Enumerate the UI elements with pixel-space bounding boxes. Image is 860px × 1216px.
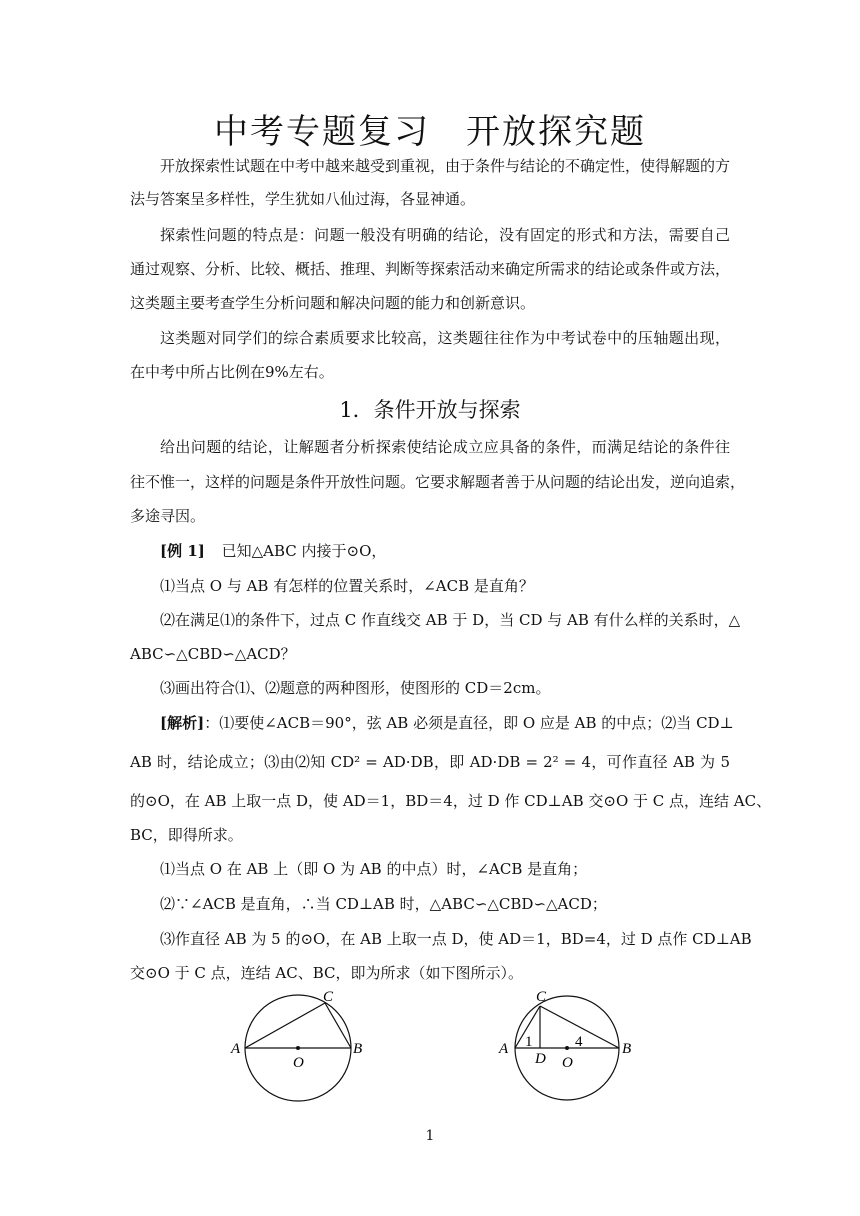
analysis-line1 (160, 713, 734, 733)
analysis-text-1: ：⑴要使∠ACB＝90°，弦 AB 必须是直径，即 O 应是 AB 的中点；⑵当 CD⊥ (204, 714, 734, 732)
example1-q2-line2: ABC∽△CBD∽△ACD？ (130, 645, 296, 663)
fig2-label-d: D (535, 1051, 546, 1067)
fig2-label-c: C (536, 989, 547, 1005)
page-number: 1 (425, 1128, 435, 1144)
intro-p2-line2: 通过观察、分析、比较、概括、推理、判断等探索活动来确定所需求的结论或条件或方法， (130, 260, 731, 278)
answer-3-line2: 交⊙O 于 C 点，连结 AC、BC，即为所求（如下图所示）。 (130, 964, 524, 982)
analysis-line3: 的⊙O，在 AB 上取一点 D，使 AD＝1，BD＝4，过 D 作 CD⊥AB 交⊙O 于 C 点，连结 AC、 (130, 792, 772, 810)
example1-q3: ⑶画出符合⑴、⑵题意的两种图形，使图形的 CD＝2cm。 (160, 679, 551, 697)
intro-p2-line1: 探索性问题的特点是：问题一般没有明确的结论，没有固定的形式和方法，需要自己 (160, 226, 730, 244)
intro-p3-line2: 在中考中所占比例在9%左右。 (130, 363, 334, 381)
intro-p3-line1: 这类题对同学们的综合素质要求比较高，这类题往往作为中考试卷中的压轴题出现， (160, 329, 730, 347)
fig1-label-b: B (353, 1041, 363, 1057)
fig2-label-ad-length: 1 (525, 1034, 533, 1050)
section1-line2: 往不惟一，这样的问题是条件开放性问题。它要求解题者善于从问题的结论出发，逆向追索， (130, 473, 746, 491)
fig2-label-a: A (499, 1041, 509, 1057)
fig1-segment-cb (325, 1003, 351, 1048)
section1-line1: 给出问题的结论，让解题者分析探索使结论成立应具备的条件，而满足结论的条件往 (160, 438, 730, 456)
page-title: 中考专题复习 开放探究题 (214, 112, 646, 152)
fig1-center-point (296, 1046, 300, 1050)
analysis-line2: AB 时，结论成立；⑶由⑵知 CD² = AD·DB，即 AD·DB = 2² = 4，可作直径 AB 为 5 (130, 753, 730, 771)
example1-q2-line1: ⑵在满足⑴的条件下，过点 C 作直线交 AB 于 D，当 CD 与 AB 有什么样的关系时，△ (160, 611, 741, 629)
answer-1: ⑴当点 O 在 AB 上（即 O 为 AB 的中点）时，∠ACB 是直角； (160, 860, 588, 878)
example1-stem-line (160, 541, 730, 561)
intro-p1-line1: 开放探索性试题在中考中越来越受到重视，由于条件与结论的不确定性，使得解题的方 (160, 157, 731, 175)
analysis-line4: BC，即得所求。 (130, 826, 243, 844)
fig1-label-c: C (323, 989, 334, 1005)
fig2-label-o: O (562, 1055, 573, 1071)
fig2-label-b: B (622, 1041, 632, 1057)
section1-line3: 多途寻因。 (130, 507, 206, 525)
answer-2: ⑵∵∠ACB 是直角，∴当 CD⊥AB 时，△ABC∽△CBD∽△ACD； (160, 895, 607, 913)
intro-p2-line3: 这类题主要考查学生分析问题和解决问题的能力和创新意识。 (130, 294, 536, 312)
example-stem: 已知△ABC 内接于⊙O， (221, 542, 387, 560)
fig2-label-db-length: 4 (575, 1034, 583, 1050)
fig2-center-point (565, 1046, 569, 1050)
fig1-label-a: A (231, 1041, 241, 1057)
figure-1 (225, 985, 375, 1105)
answer-3-line1: ⑶作直径 AB 为 5 的⊙O，在 AB 上取一点 D，使 AD＝1，BD=4，过 D 点作 CD⊥AB (160, 930, 752, 948)
intro-p1-line2: 法与答案呈多样性，学生犹如八仙过海，各显神通。 (130, 190, 476, 208)
fig1-segment-ac (245, 1003, 325, 1048)
fig1-label-o: O (293, 1055, 304, 1071)
example1-q1: ⑴当点 O 与 AB 有怎样的位置关系时，∠ACB 是直角？ (160, 577, 534, 595)
analysis-label: [解析] (160, 714, 205, 732)
section-heading: 1．条件开放与探索 (339, 398, 521, 422)
example-label: [例 1] (160, 542, 205, 560)
figure-2 (492, 985, 642, 1105)
